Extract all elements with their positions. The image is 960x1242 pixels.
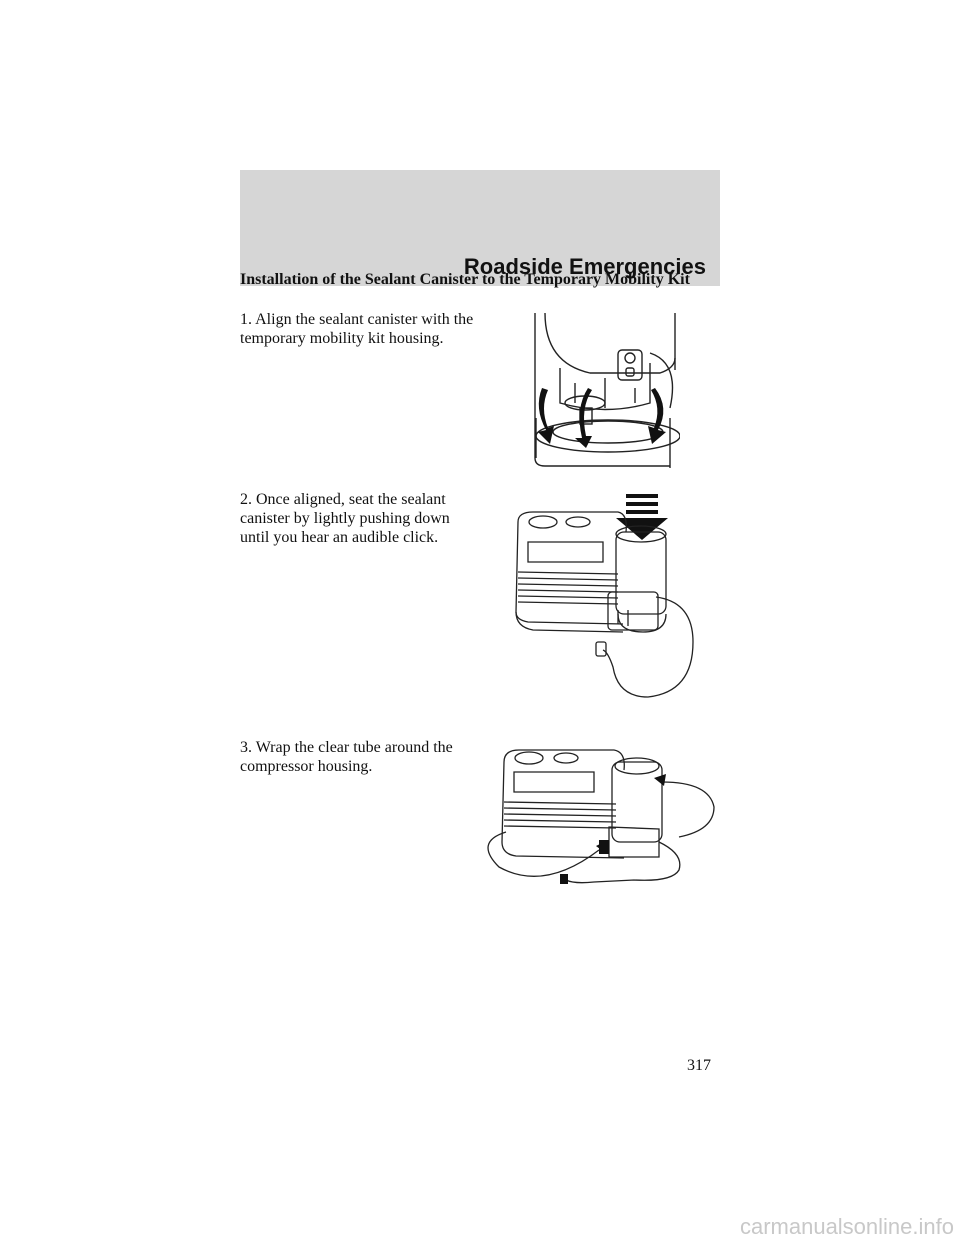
- step-3-text: 3. Wrap the clear tube around the compressor housing.: [240, 739, 453, 775]
- step-2-text: 2. Once aligned, seat the sealant canister by lightly pushing down until you hear an audible click.: [240, 491, 450, 546]
- canister-alignment-illustration: [520, 308, 680, 473]
- header-band: [240, 170, 720, 286]
- step-1-text: 1. Align the sealant canister with the temporary mobility kit housing.: [240, 311, 474, 347]
- footer-watermark-url[interactable]: carmanualsonline.info: [739, 1214, 954, 1239]
- section-title: Installation of the Sealant Canister to the Temporary Mobility Kit: [240, 271, 690, 288]
- page-header-title: Roadside Emergencies: [463, 254, 706, 279]
- page-number: 317: [687, 1057, 711, 1074]
- wrap-tube-illustration: [484, 742, 724, 890]
- canister-seating-illustration: [508, 492, 708, 712]
